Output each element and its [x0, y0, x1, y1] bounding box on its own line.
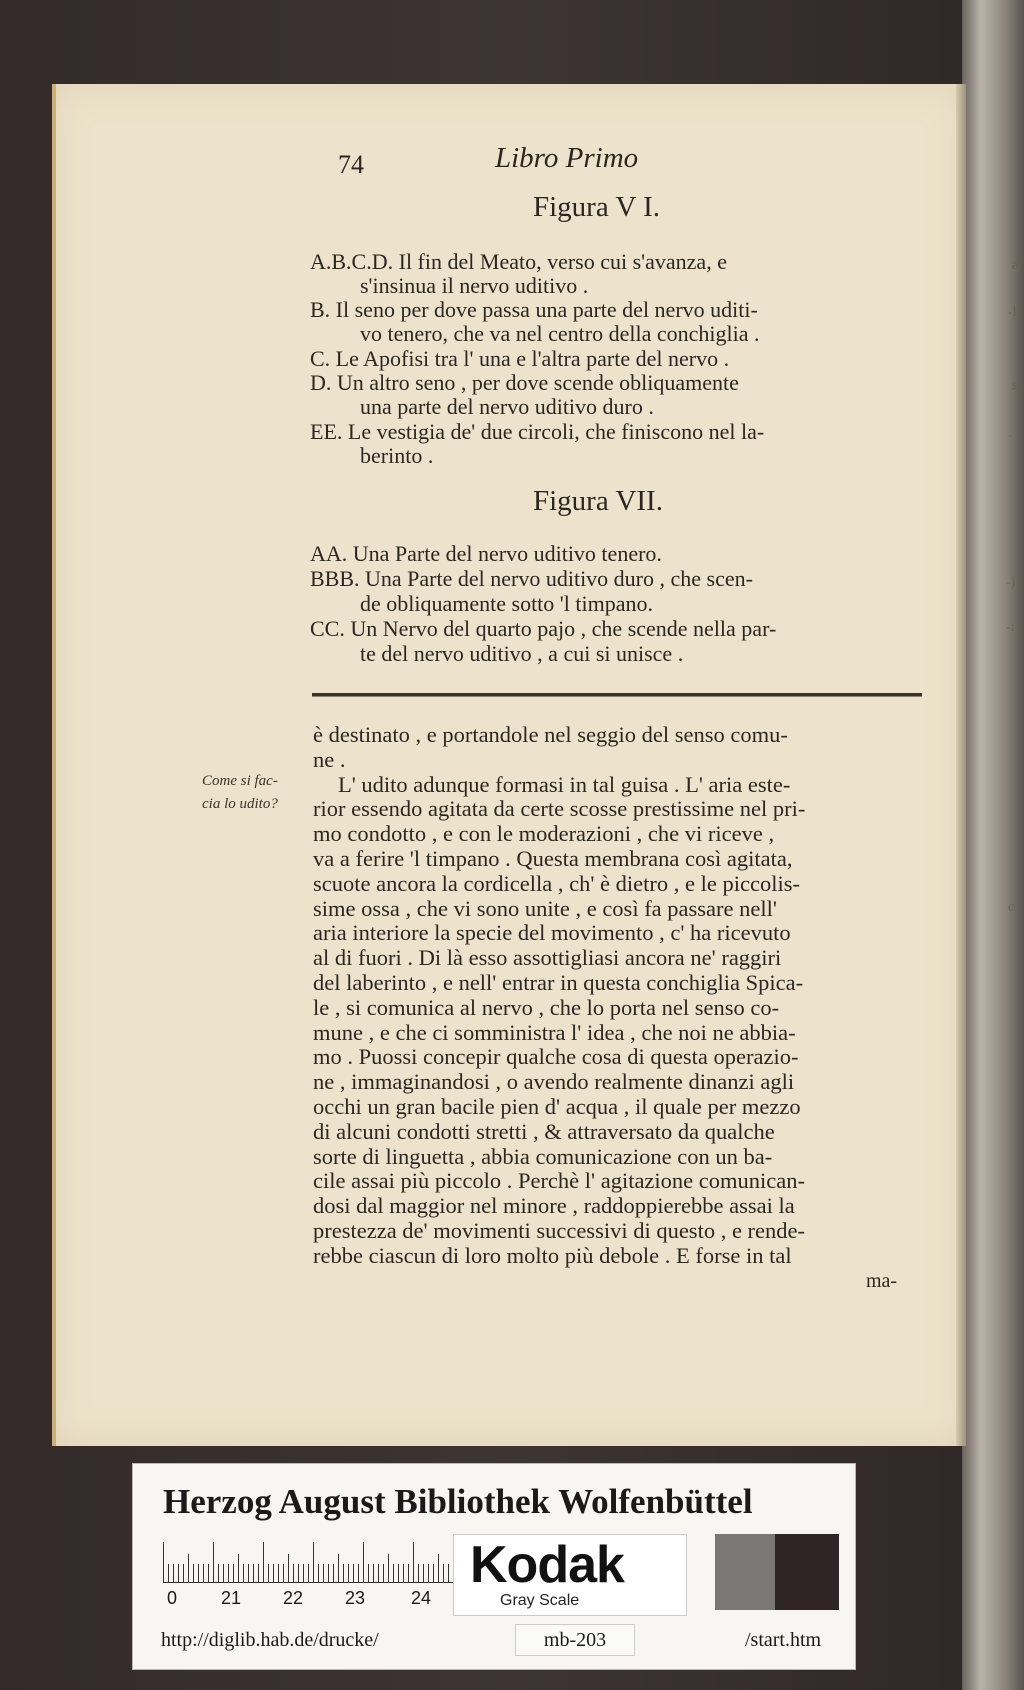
ruler-tick: [178, 1564, 179, 1582]
ruler-tick: [303, 1564, 304, 1582]
ruler-tick: [248, 1564, 249, 1582]
body-line: dosi dal maggior nel minore , raddoppierebbe assai la: [313, 1193, 795, 1219]
ruler-tick: [333, 1564, 334, 1582]
body-line: del laberinto , e nell' entrar in questa conchiglia Spica-: [313, 970, 804, 995]
catchword: ma-: [866, 1270, 898, 1292]
legend-entry: AA. Una Parte del nervo uditivo tenero.: [310, 541, 662, 566]
edge-mark: a: [1012, 258, 1019, 273]
legend-entry-cont: te del nervo uditivo , a cui si unisce .: [360, 641, 684, 666]
library-title: Herzog August Bibliothek Wolfenbüttel: [163, 1482, 753, 1521]
margin-note-line: cia lo udito?: [202, 796, 278, 812]
ruler-tick: [353, 1564, 354, 1582]
body-line: mune , e che ci somministra l' idea , che noi ne abbia-: [313, 1019, 796, 1045]
ruler-tick: [403, 1564, 404, 1582]
ruler-tick: [203, 1564, 204, 1582]
legend-entry: EE. Le vestigia de' due circoli, che finiscono nel la-: [310, 419, 765, 444]
ruler-tick: [218, 1564, 219, 1582]
body-line: di alcuni condotti stretti , & attraversato da qualche: [313, 1118, 775, 1144]
ruler-tick: [378, 1564, 379, 1582]
ruler-tick: [168, 1564, 169, 1582]
ruler-tick: [258, 1564, 259, 1582]
ruler-tick: [243, 1564, 244, 1582]
ruler-tick: [273, 1564, 274, 1582]
kodak-label-box: [453, 1534, 687, 1616]
running-head: Libro Primo: [495, 142, 639, 174]
measurement-ruler: [163, 1540, 453, 1583]
url-base[interactable]: http://diglib.hab.de/drucke/: [161, 1629, 379, 1651]
ruler-tick: [413, 1542, 414, 1582]
ruler-tick: [388, 1554, 389, 1582]
ruler-tick: [228, 1564, 229, 1582]
ruler-tick: [288, 1554, 289, 1582]
ruler-tick: [198, 1564, 199, 1582]
body-line: L' udito adunque formasi in tal guisa . L' aria este-: [338, 771, 791, 797]
edge-mark: -: [1008, 428, 1013, 443]
ruler-tick: [448, 1564, 449, 1582]
ruler-tick: [308, 1564, 309, 1582]
body-line: prestezza de' movimenti successivi di questo , e rende-: [313, 1218, 806, 1243]
ruler-tick: [208, 1564, 209, 1582]
edge-mark: s: [1012, 378, 1018, 393]
ruler-tick: [163, 1542, 164, 1582]
ruler-tick: [348, 1564, 349, 1582]
figure-6-title: Figura V I.: [533, 191, 661, 223]
ruler-tick: [298, 1564, 299, 1582]
ruler-tick: [358, 1564, 359, 1582]
ruler-tick: [173, 1564, 174, 1582]
legend-entry-cont: una parte del nervo uditivo duro .: [360, 394, 654, 419]
body-line: ne .: [313, 746, 346, 772]
ruler-tick: [343, 1564, 344, 1582]
body-line: al di fuori . Di là esso assottigliasi ancora ne' raggiri: [313, 945, 782, 971]
edge-mark: -l: [1008, 305, 1017, 320]
edge-mark: -): [1006, 575, 1016, 590]
body-line: scuote ancora la cordicella , ch' è dietro , e le piccolis-: [313, 870, 800, 896]
legend-entry: C. Le Apofisi tra l' una e l'altra parte del nervo .: [310, 346, 730, 371]
gray-scale-label: Gray Scale: [500, 1592, 580, 1609]
figure-7-title: Figura VII.: [533, 485, 663, 517]
body-line: è destinato , e portandole nel seggio del senso comu-: [313, 722, 788, 747]
ruler-tick: [268, 1564, 269, 1582]
ruler-tick: [293, 1564, 294, 1582]
body-line: cile assai più piccolo . Perchè l' agitazione comunican-: [313, 1168, 805, 1194]
legend-entry: D. Un altro seno , per dove scende obliquamente: [310, 370, 739, 395]
legend-entry-cont: de obliquamente sotto 'l timpano.: [360, 591, 653, 616]
ruler-label: 22: [283, 1588, 304, 1608]
legend-entry: A.B.C.D. Il fin del Meato, verso cui s'avanza, e: [310, 249, 727, 274]
ruler-tick: [418, 1564, 419, 1582]
legend-entry-cont: s'insinua il nervo uditivo .: [360, 273, 589, 298]
archive-scan-card: [132, 1463, 856, 1670]
dark-patch: [775, 1534, 839, 1610]
ruler-tick: [398, 1564, 399, 1582]
legend-entry: BBB. Una Parte del nervo uditivo duro , che scen-: [310, 566, 753, 591]
legend-entry: CC. Un Nervo del quarto pajo , che scende nella par-: [310, 616, 777, 641]
ruler-tick: [283, 1564, 284, 1582]
ruler-tick: [183, 1564, 184, 1582]
body-line: le , si comunica al nervo , che lo porta nel senso co-: [313, 994, 780, 1020]
ruler-tick: [408, 1564, 409, 1582]
ruler-tick: [193, 1564, 194, 1582]
shelfmark: mb-203: [515, 1624, 635, 1656]
body-line: ne , immaginandosi , o avendo realmente dinanzi agli: [313, 1069, 795, 1095]
body-line: mo . Puossi concepir qualche cosa di questa operazio-: [313, 1044, 799, 1070]
ruler-tick: [383, 1564, 384, 1582]
body-line: sime ossa , che vi sono unite , e così fa passare nell': [313, 895, 777, 921]
body-line: mo condotto , e con le moderazioni , che vi riceve ,: [313, 821, 775, 847]
ruler-tick: [253, 1564, 254, 1582]
body-line: rebbe ciascun di loro molto più debole . E forse in tal: [313, 1242, 792, 1268]
ruler-tick: [233, 1564, 234, 1582]
ruler-tick: [213, 1542, 214, 1582]
ruler-tick: [278, 1564, 279, 1582]
ruler-tick: [238, 1554, 239, 1582]
legend-entry: B. Il seno per dove passa una parte del nervo uditi-: [310, 297, 758, 322]
body-line: sorte di linguetta , abbia comunicazione con un ba-: [313, 1143, 773, 1169]
url-suffix[interactable]: /start.htm: [745, 1629, 822, 1651]
ruler-tick: [338, 1554, 339, 1582]
page-edge: [52, 84, 56, 1446]
section-rule: [312, 693, 922, 697]
edge-mark: -:: [1006, 620, 1015, 635]
ruler-tick: [393, 1564, 394, 1582]
ruler-label: 24: [411, 1588, 432, 1608]
ruler-tick: [368, 1564, 369, 1582]
page-number: 74: [338, 150, 364, 179]
ruler-tick: [438, 1554, 439, 1582]
ruler-tick: [263, 1542, 264, 1582]
ruler-tick: [443, 1564, 444, 1582]
ruler-tick: [323, 1564, 324, 1582]
ruler-tick: [433, 1564, 434, 1582]
ruler-tick: [423, 1564, 424, 1582]
body-line: rior essendo agitata da certe scosse prestissime nel pri-: [313, 796, 806, 822]
ruler-tick: [428, 1564, 429, 1582]
ruler-label: 0: [167, 1588, 178, 1608]
gray-patch: [715, 1534, 775, 1610]
ruler-label: 21: [221, 1588, 242, 1608]
kodak-logo: Kodak: [470, 1536, 624, 1594]
ruler-tick: [363, 1542, 364, 1582]
body-line: aria interiore la specie del movimento , c' ha ricevuto: [313, 920, 791, 946]
margin-note-line: Come si fac-: [202, 773, 278, 789]
ruler-tick: [223, 1564, 224, 1582]
legend-entry-cont: berinto .: [360, 443, 434, 468]
ruler-tick: [373, 1564, 374, 1582]
ruler-label: 23: [345, 1588, 366, 1608]
adjacent-page-strip: [962, 0, 1024, 1690]
ruler-tick: [313, 1542, 314, 1582]
page-gutter: [956, 84, 966, 1446]
ruler-tick: [188, 1554, 189, 1582]
legend-entry-cont: vo tenero, che va nel centro della conchiglia .: [360, 321, 760, 346]
body-line: va a ferire 'l timpano . Questa membrana così agitata,: [313, 846, 793, 871]
ruler-tick: [328, 1564, 329, 1582]
edge-mark: c: [1008, 900, 1015, 915]
ruler-tick: [318, 1564, 319, 1582]
body-line: occhi un gran bacile pien d' acqua , il quale per mezzo: [313, 1094, 801, 1119]
